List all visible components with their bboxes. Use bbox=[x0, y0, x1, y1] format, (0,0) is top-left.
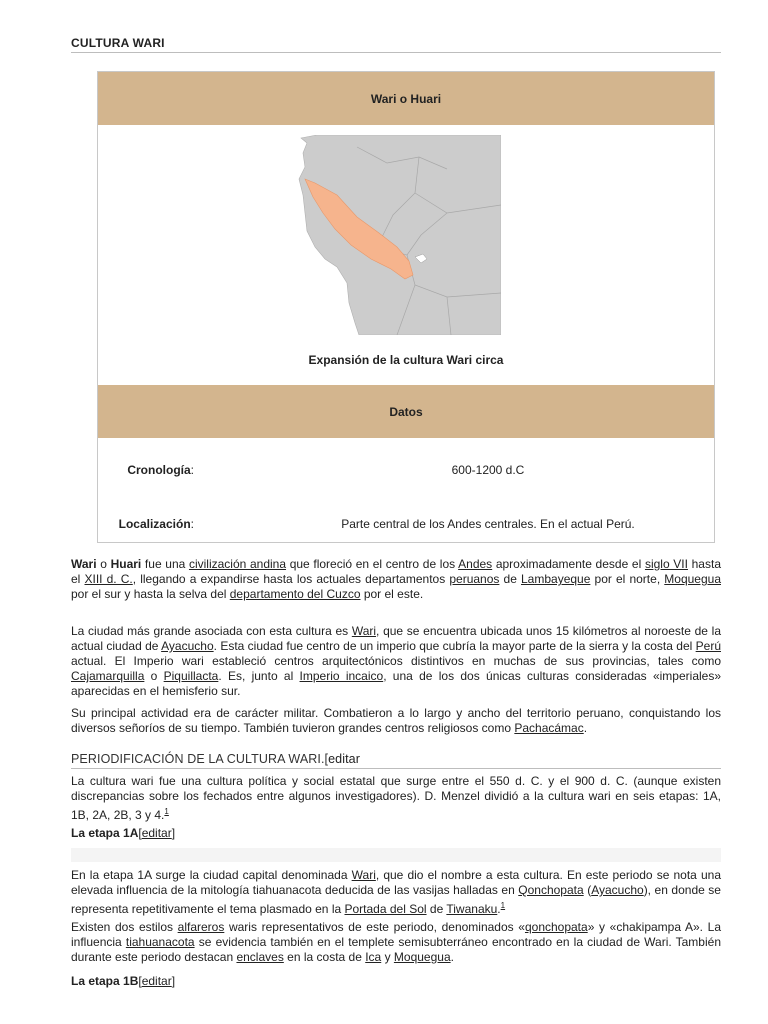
section-heading: PERIODIFICACIÓN DE LA CULTURA WARI.[editar bbox=[71, 752, 360, 766]
link-wari-2[interactable]: Wari bbox=[351, 868, 376, 882]
section-divider bbox=[71, 768, 721, 769]
link-qonchopata[interactable]: Qonchopata bbox=[518, 883, 584, 897]
link-departamento-cuzco[interactable]: departamento del Cuzco bbox=[229, 587, 361, 601]
link-lambayeque[interactable]: Lambayeque bbox=[521, 572, 591, 586]
infobox-header: Wari o Huari bbox=[98, 72, 714, 125]
row-label: Localización: bbox=[118, 517, 194, 531]
document-title: CULTURA WARI bbox=[71, 36, 165, 50]
link-qonchopata-2[interactable]: qonchopata bbox=[524, 920, 588, 934]
row-label: Cronología: bbox=[127, 463, 194, 477]
link-pachacamac[interactable]: Pachacámac bbox=[514, 721, 584, 735]
link-andes[interactable]: Andes bbox=[458, 557, 493, 571]
link-xiii[interactable]: XIII d. C. bbox=[84, 572, 133, 586]
row-value: Parte central de los Andes centrales. En el actual Perú. bbox=[341, 517, 635, 531]
gray-band bbox=[71, 848, 721, 862]
link-cajamarquilla[interactable]: Cajamarquilla bbox=[71, 669, 145, 683]
link-tiwanaku[interactable]: Tiwanaku bbox=[446, 902, 498, 916]
link-moquegua-2[interactable]: Moquegua bbox=[393, 950, 451, 964]
ref-link[interactable]: 1 bbox=[164, 807, 169, 816]
paragraph-periodificacion: La cultura wari fue una cultura política y social estatal que surge entre el 550 d. C. y el 900 d. C. (aunque existen discrepancias sobre los fechados entre algunos investigadores). D. Menzel dividió a la cultura wari en seis etapas: 1A, 1B, 2A, 2B, 3 y 4.$^1$ bbox=[71, 774, 721, 822]
link-peru-2[interactable]: Perú bbox=[695, 639, 721, 653]
link-ica[interactable]: Ica bbox=[365, 950, 382, 964]
link-peruanos[interactable]: peruanos bbox=[449, 572, 500, 586]
ref-link[interactable]: 1 bbox=[500, 901, 506, 910]
subheading-etapa-1b: La etapa 1B[editar] bbox=[71, 974, 176, 988]
edit-link-1a[interactable]: editar bbox=[141, 826, 172, 840]
paragraph-etapa-1a: En la etapa 1A surge la ciudad capital denominada Wari, que dio el nombre a esta cultura. En este periodo se nota una elevada influencia de la mitología tiahuanacota deducida de las vasijas halladas en Qonchopata (Ayacucho), en donde se representa repetitivamente el tema plasmado en la Portada del Sol de Tiwanaku.$^1$ bbox=[71, 868, 722, 916]
link-imperio-incaico[interactable]: Imperio incaico bbox=[299, 669, 384, 683]
link-ayacucho[interactable]: Ayacucho bbox=[161, 639, 214, 653]
link-peru[interactable]: Perú bbox=[606, 517, 632, 531]
edit-link-section[interactable]: editar bbox=[328, 752, 360, 766]
link-moquegua[interactable]: Moquegua bbox=[664, 572, 721, 586]
link-enclaves[interactable]: enclaves bbox=[236, 950, 284, 964]
map-caption: Expansión de la cultura Wari circa bbox=[308, 353, 504, 367]
edit-link-1b[interactable]: editar bbox=[141, 974, 172, 988]
link-siglo-vii[interactable]: siglo VII bbox=[644, 557, 688, 571]
link-portada-del-sol[interactable]: Portada del Sol bbox=[344, 902, 427, 916]
link-piquillacta[interactable]: Piquillacta bbox=[163, 669, 219, 683]
link-civilizacion-andina[interactable]: civilización andina bbox=[188, 557, 287, 571]
paragraph-ciudad: La ciudad más grande asociada con esta cultura es Wari, que se encuentra ubicada unos 15 kilómetros al noroeste de la actual ciudad de Ayacucho. Esta ciudad fue centro de un imperio que cubría la mayor parte de la sierra y la costa del Perú actual. El Imperio wari estableció centros arquitectónicos distintivos en muchas de sus provincias, tales como Cajamarquilla o Piquillacta. Es, junto al Imperio incaico, una de los dos únicas culturas consideradas «imperiales» aparecidas en el hemisferio sur. bbox=[71, 624, 722, 698]
paragraph-estilos: Existen dos estilos alfareros waris representativos de este periodo, denominados «qonchopata» y «chakipampa A». La influencia tiahuanacota se evidencia también en el templete semisubterráneo encontrado en la ciudad de Wari. También durante este periodo destacan enclaves en la costa de Ica y Moquegua. bbox=[71, 920, 722, 964]
link-alfareros[interactable]: alfareros bbox=[177, 920, 225, 934]
link-wari[interactable]: Wari bbox=[351, 624, 377, 638]
paragraph-intro: Wari o Huari fue una civilización andina que floreció en el centro de los Andes aproximadamente desde el siglo VII hasta el XIII d. C., llegando a expandirse hasta los actuales departamentos peruanos de Lambayeque por el norte, Moquegua por el sur y hasta la selva del departamento del Cuzco por el este. bbox=[71, 557, 721, 601]
paragraph-actividad: Su principal actividad era de carácter militar. Combatieron a lo largo y ancho del territorio peruano, conquistando los diversos señoríos de su tiempo. También tuvieron grandes centros religiosos como Pachacámac. bbox=[71, 706, 721, 735]
subheading-etapa-1a: La etapa 1A[editar] bbox=[71, 826, 176, 840]
link-ayacucho-2[interactable]: Ayacucho bbox=[591, 883, 644, 897]
wari-expansion-map bbox=[297, 135, 501, 335]
infobox bbox=[97, 71, 715, 543]
data-header: Datos bbox=[98, 385, 714, 438]
row-value: 600-1200 d.C bbox=[451, 463, 525, 477]
link-tiahuanacota[interactable]: tiahuanacota bbox=[125, 935, 195, 949]
title-divider bbox=[71, 52, 721, 53]
